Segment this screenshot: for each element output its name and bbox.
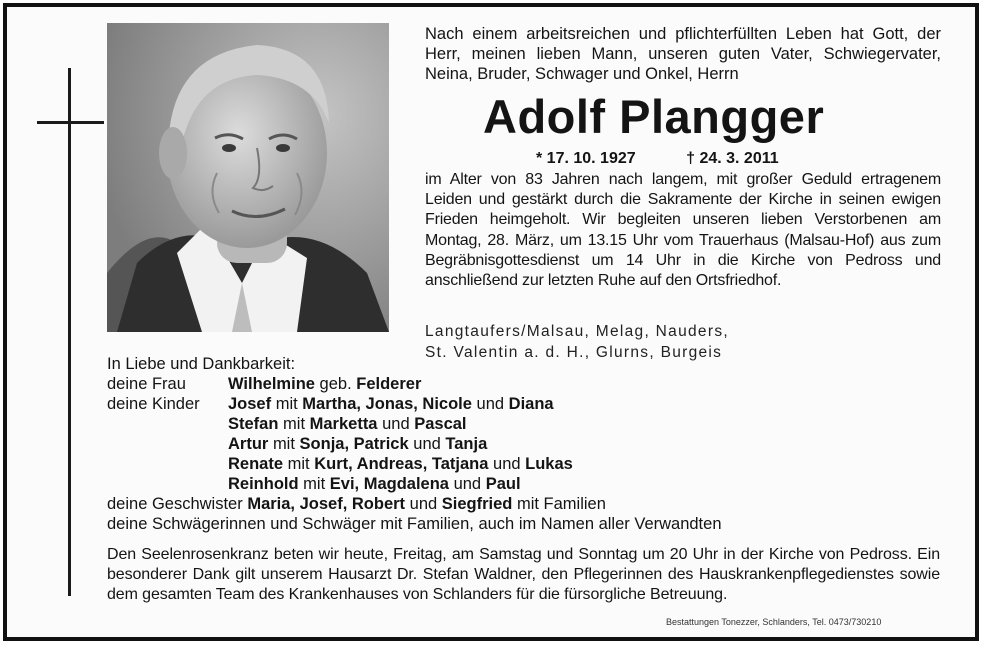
with-word: mit: [287, 455, 310, 473]
and-word: und: [476, 395, 505, 413]
child-row: [107, 454, 722, 474]
funeral-details-text: im Alter von 83 Jahren nach langem, mit großer Geduld ertragenem Leiden und gestärkt durch die Sakramente der Kirche in seinen ewigen Frieden heimgeholt. Wir begleiten unseren lieben Verstorbenen am Montag, 28. März, um 13.15 Uhr vom Trauerhaus (Malsau-Hof) aus zum Begräbnisgottesdienst um 14 Uhr in die Kirche von Pedross und anschließend zur letzten Ruhe auf den Ortsfriedhof.: [425, 171, 941, 290]
and-word: und: [413, 435, 441, 453]
and-word: und: [493, 455, 521, 473]
child-name: Artur: [228, 435, 269, 453]
child-family-last: Pascal: [414, 415, 467, 433]
wife-born-word: geb.: [319, 375, 352, 393]
with-word: mit: [272, 435, 295, 453]
child-name: Renate: [228, 455, 284, 473]
child-row: [107, 414, 722, 434]
places-line: St. Valentin a. d. H., Glurns, Burgeis: [425, 344, 723, 361]
deceased-name: Adolf Plangger: [483, 90, 825, 143]
mourners-list: [107, 354, 722, 534]
places-line: Langtaufers/Malsau, Melag, Nauders,: [425, 323, 729, 340]
child-name: Josef: [228, 395, 272, 413]
child-family-last: Diana: [508, 395, 554, 413]
birth-date: * 17. 10. 1927: [536, 150, 636, 167]
siblings-row: [107, 494, 722, 514]
and-word: und: [453, 475, 482, 493]
cross-vertical-bar: [68, 68, 71, 596]
with-word: mit: [303, 475, 326, 493]
portrait-illustration: [107, 23, 389, 332]
child-family: Evi, Magdalena: [329, 475, 449, 493]
siblings-rest: mit Familien: [516, 495, 606, 513]
wife-name: Wilhelmine: [228, 375, 315, 393]
inlaws-row: deine Schwägerinnen und Schwäger mit Familien, auch im Namen aller Verwandten: [107, 515, 722, 533]
wife-row: [107, 374, 722, 394]
cross-horizontal-bar: [37, 121, 104, 124]
child-row: [107, 394, 722, 414]
child-family: Martha, Jonas, Nicole: [302, 395, 472, 413]
child-row: [107, 474, 722, 494]
with-word: mit: [275, 395, 298, 413]
and-word: und: [409, 495, 438, 513]
siblings-last-name: Siegfried: [441, 495, 513, 513]
death-date: † 24. 3. 2011: [686, 150, 779, 167]
child-row: [107, 434, 722, 454]
life-dates: [536, 150, 779, 168]
funeral-home-credit: Bestattungen Tonezzer, Schlanders, Tel. 0473/730210: [666, 617, 882, 627]
child-family-last: Lukas: [525, 455, 573, 473]
child-family: Sonja, Patrick: [299, 435, 409, 453]
child-name: Stefan: [228, 415, 279, 433]
siblings-label: deine Geschwister: [107, 495, 243, 513]
mourners-heading: In Liebe und Dankbarkeit:: [107, 355, 296, 373]
child-family-last: Tanja: [445, 435, 488, 453]
wife-maiden-name: Felderer: [356, 375, 422, 393]
child-family: Kurt, Andreas, Tatjana: [314, 455, 489, 473]
child-name: Reinhold: [228, 475, 299, 493]
with-word: mit: [283, 415, 306, 433]
intro-text: Nach einem arbeitsreichen und pflichterfüllten Leben hat Gott, der Herr, meinen lieben Mann, unseren guten Vater, Schwiegervater, Neina, Bruder, Schwager und Onkel, Herrn: [425, 25, 941, 83]
child-family-last: Paul: [485, 475, 521, 493]
and-word: und: [382, 415, 410, 433]
child-family: Marketta: [309, 415, 378, 433]
children-label: deine Kinder: [107, 395, 200, 413]
wife-label: deine Frau: [107, 375, 186, 393]
closing-text: Den Seelenrosenkranz beten wir heute, Freitag, am Samstag und Sonntag um 20 Uhr in der Kirche von Pedross. Ein besonderer Dank gilt unserem Hausarzt Dr. Stefan Waldner, den Pflegerinnen des Hauskrankenpflegedienstes sowie dem gesamten Team des Krankenhauses von Schlanders für die fürsorgliche Betreuung.: [107, 546, 940, 603]
portrait-photo: [107, 23, 389, 332]
siblings-names: Maria, Josef, Robert: [247, 495, 406, 513]
